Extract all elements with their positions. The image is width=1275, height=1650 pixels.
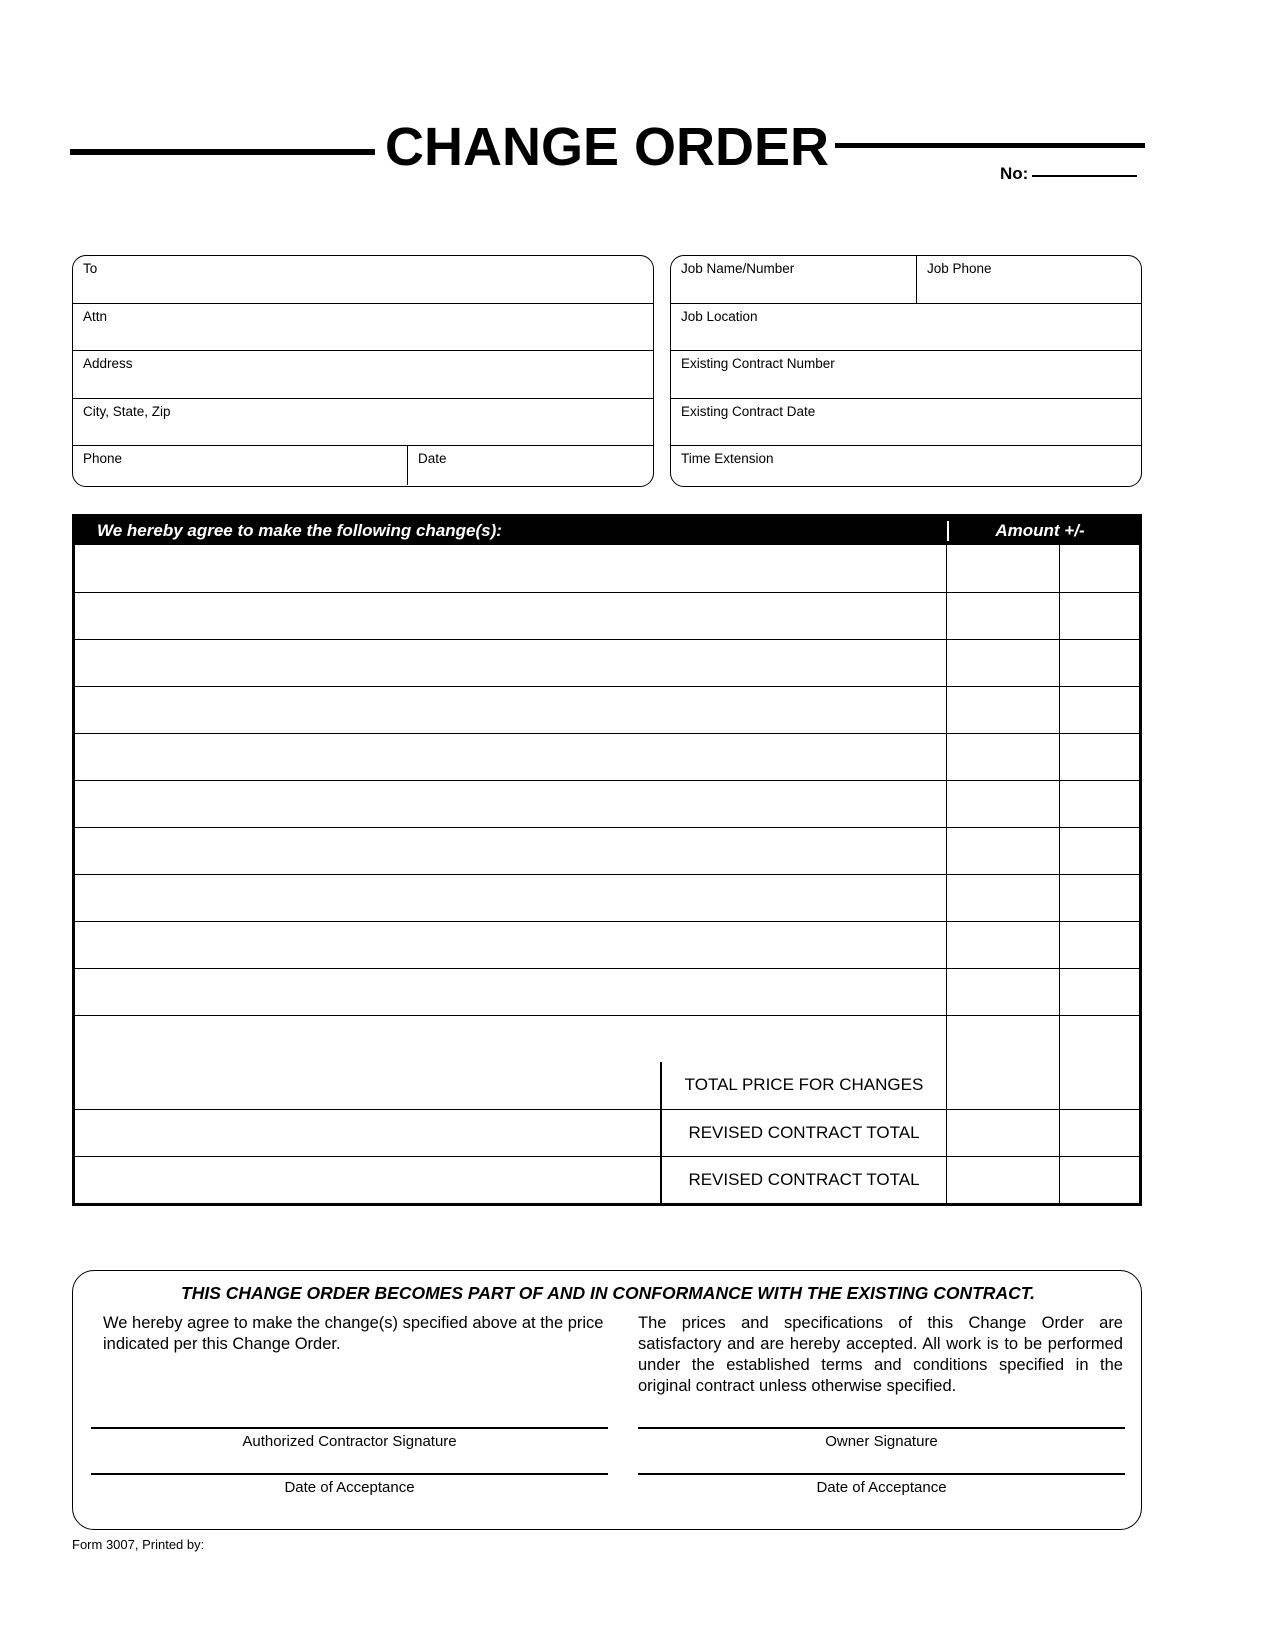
contractor-signature-field[interactable]: [73, 1427, 638, 1451]
row-description-cell[interactable]: [75, 969, 947, 1015]
agreement-contractor-paragraph: We hereby agree to make the change(s) specified above at the price indicated per this Change Order.: [103, 1314, 604, 1353]
total-row-dollars[interactable]: [947, 1062, 1060, 1109]
row-amount-cents[interactable]: [1060, 828, 1139, 874]
row-amount-cents[interactable]: [1060, 969, 1139, 1015]
signature-row: [73, 1427, 1143, 1451]
row-amount-dollars[interactable]: [947, 1016, 1060, 1062]
row-description-right[interactable]: [660, 828, 946, 874]
row-amount-dollars[interactable]: [947, 687, 1060, 733]
field-row-to: [73, 256, 653, 304]
table-row[interactable]: [75, 592, 1139, 639]
row-amount-dollars[interactable]: [947, 828, 1060, 874]
row-description-left[interactable]: [75, 922, 660, 968]
total-row-cents[interactable]: [1060, 1062, 1139, 1109]
row-amount-dollars[interactable]: [947, 593, 1060, 639]
order-number-input[interactable]: [1032, 175, 1137, 177]
table-row[interactable]: [75, 733, 1139, 780]
row-amount-dollars[interactable]: [947, 545, 1060, 592]
row-description-cell[interactable]: [75, 1016, 947, 1062]
changes-table: [72, 514, 1142, 1206]
table-total-row[interactable]: [75, 1062, 1139, 1109]
row-amount-dollars[interactable]: [947, 875, 1060, 921]
agreement-box: [72, 1270, 1142, 1530]
header-rule-right: [835, 143, 1145, 148]
field-existing-contract-date[interactable]: [671, 399, 1141, 445]
contractor-date-field[interactable]: [73, 1473, 638, 1497]
row-description-cell[interactable]: [75, 828, 947, 874]
changes-table-totals: [75, 1062, 1139, 1203]
field-to-label: To: [83, 261, 98, 276]
field-row-time-extension: [671, 446, 1141, 485]
row-amount-cents[interactable]: [1060, 593, 1139, 639]
field-row-attn: [73, 304, 653, 351]
table-row[interactable]: [75, 921, 1139, 968]
row-amount-cents[interactable]: [1060, 781, 1139, 827]
row-description-right[interactable]: [660, 875, 946, 921]
owner-date-caption: Date of Acceptance: [816, 1479, 947, 1496]
total-row-description-cell: [75, 1062, 947, 1109]
row-description-right[interactable]: [660, 640, 946, 686]
table-row[interactable]: [75, 639, 1139, 686]
table-total-row[interactable]: [75, 1156, 1139, 1203]
field-row-existing-contract-date: [671, 399, 1141, 446]
row-amount-dollars[interactable]: [947, 781, 1060, 827]
field-job-name-number[interactable]: [671, 256, 917, 303]
field-row-job-name-phone: [671, 256, 1141, 304]
table-row[interactable]: [75, 1015, 1139, 1062]
field-job-location-label: Job Location: [681, 309, 758, 324]
field-row-phone-date: [73, 446, 653, 485]
changes-table-header: [75, 517, 1139, 545]
page-header: [0, 56, 1275, 183]
field-date-label: Date: [418, 451, 447, 466]
row-amount-dollars[interactable]: [947, 640, 1060, 686]
row-description-left[interactable]: [75, 593, 660, 639]
contractor-signature-caption: Authorized Contractor Signature: [242, 1433, 457, 1450]
row-description-left[interactable]: [75, 640, 660, 686]
row-description-right[interactable]: [660, 593, 946, 639]
row-description-right[interactable]: [660, 734, 946, 780]
field-existing-contract-number-label: Existing Contract Number: [681, 356, 835, 371]
table-row[interactable]: [75, 545, 1139, 592]
row-description-cell[interactable]: [75, 734, 947, 780]
field-time-extension-label: Time Extension: [681, 451, 774, 466]
row-description-left[interactable]: [75, 875, 660, 921]
row-description-right[interactable]: [660, 545, 946, 592]
row-description-cell[interactable]: [75, 545, 947, 592]
order-number-label: No:: [1000, 164, 1029, 183]
row-amount-dollars[interactable]: [947, 969, 1060, 1015]
agreement-columns: [73, 1313, 1143, 1397]
field-row-existing-contract-number: [671, 351, 1141, 399]
row-amount-cents[interactable]: [1060, 875, 1139, 921]
row-description-right[interactable]: [660, 687, 946, 733]
owner-signature-field[interactable]: [638, 1427, 1143, 1451]
field-existing-contract-number[interactable]: [671, 351, 1141, 398]
field-address[interactable]: [73, 351, 653, 398]
field-existing-contract-date-label: Existing Contract Date: [681, 404, 816, 419]
total-row-spacer: [75, 1062, 660, 1109]
field-row-address: [73, 351, 653, 399]
row-description-cell[interactable]: [75, 922, 947, 968]
table-row[interactable]: [75, 827, 1139, 874]
row-description-cell[interactable]: [75, 781, 947, 827]
total-row-label: REVISED CONTRACT TOTAL: [660, 1110, 946, 1156]
field-job-location[interactable]: [671, 304, 1141, 350]
total-row-spacer: [75, 1157, 660, 1203]
table-row[interactable]: [75, 780, 1139, 827]
table-row[interactable]: [75, 968, 1139, 1015]
row-description-left[interactable]: [75, 781, 660, 827]
row-description-cell[interactable]: [75, 687, 947, 733]
order-number-field[interactable]: [1000, 164, 1137, 184]
table-row[interactable]: [75, 686, 1139, 733]
agreement-title: THIS CHANGE ORDER BECOMES PART OF AND IN CONFORMANCE WITH THE EXISTING CONTRACT.: [181, 1283, 1035, 1303]
row-amount-cents[interactable]: [1060, 545, 1139, 592]
field-job-phone[interactable]: [917, 256, 1141, 303]
total-row-cents[interactable]: [1060, 1157, 1139, 1203]
total-row-spacer: [75, 1110, 660, 1156]
row-amount-cents[interactable]: [1060, 640, 1139, 686]
field-date[interactable]: [408, 446, 653, 485]
owner-signature-caption: Owner Signature: [825, 1433, 938, 1450]
row-description-cell[interactable]: [75, 640, 947, 686]
row-amount-cents[interactable]: [1060, 1016, 1139, 1062]
field-job-name-number-label: Job Name/Number: [681, 261, 795, 276]
agreement-column-contractor: [73, 1313, 638, 1397]
total-row-label: TOTAL PRICE FOR CHANGES: [660, 1062, 946, 1109]
changes-table-header-description: We hereby agree to make the following change(s):: [97, 521, 502, 540]
row-description-right[interactable]: [660, 1016, 946, 1062]
row-description-right[interactable]: [660, 781, 946, 827]
owner-date-line[interactable]: [638, 1473, 1125, 1475]
page-title: CHANGE ORDER: [385, 117, 830, 177]
row-amount-cents[interactable]: [1060, 734, 1139, 780]
field-phone[interactable]: [73, 446, 408, 485]
field-row-city-state-zip: [73, 399, 653, 446]
total-row-description-cell: [75, 1157, 947, 1203]
row-description-left[interactable]: [75, 734, 660, 780]
contractor-date-caption: Date of Acceptance: [284, 1479, 415, 1496]
field-phone-label: Phone: [83, 451, 123, 466]
recipient-info-box: [72, 255, 654, 487]
table-total-row[interactable]: [75, 1109, 1139, 1156]
job-info-box: [670, 255, 1142, 487]
field-job-phone-label: Job Phone: [927, 261, 992, 276]
agreement-owner-paragraph: The prices and specifications of this Change Order are satisfactory and are hereby accepted. All work is to be performed under the established terms and conditions specified in the original contract unless otherwise specified.: [638, 1314, 1123, 1395]
form-number-note: Form 3007, Printed by:: [72, 1537, 205, 1552]
field-to[interactable]: [73, 256, 653, 303]
changes-table-body: [75, 545, 1139, 1062]
row-description-left[interactable]: [75, 1016, 660, 1062]
field-attn[interactable]: [73, 304, 653, 350]
total-row-description-cell: [75, 1110, 947, 1156]
header-rule-left: [70, 149, 375, 155]
row-amount-dollars[interactable]: [947, 734, 1060, 780]
total-row-label: REVISED CONTRACT TOTAL: [660, 1157, 946, 1203]
row-amount-dollars[interactable]: [947, 922, 1060, 968]
contractor-date-line[interactable]: [91, 1473, 608, 1475]
total-row-dollars[interactable]: [947, 1157, 1060, 1203]
field-city-state-zip-label: City, State, Zip: [83, 404, 171, 419]
row-description-left[interactable]: [75, 687, 660, 733]
field-address-label: Address: [83, 356, 133, 371]
owner-signature-line[interactable]: [638, 1427, 1125, 1429]
row-description-left[interactable]: [75, 828, 660, 874]
field-city-state-zip[interactable]: [73, 399, 653, 445]
row-description-cell[interactable]: [75, 875, 947, 921]
row-description-left[interactable]: [75, 545, 660, 592]
acceptance-date-row: [73, 1473, 1143, 1497]
row-description-cell[interactable]: [75, 593, 947, 639]
field-time-extension[interactable]: [671, 446, 1141, 485]
table-row[interactable]: [75, 874, 1139, 921]
row-amount-cents[interactable]: [1060, 922, 1139, 968]
field-attn-label: Attn: [83, 309, 108, 324]
row-description-right[interactable]: [660, 922, 946, 968]
total-row-cents[interactable]: [1060, 1110, 1139, 1156]
agreement-column-owner: [638, 1313, 1143, 1397]
row-description-right[interactable]: [660, 969, 946, 1015]
owner-date-field[interactable]: [638, 1473, 1143, 1497]
changes-table-header-amount: Amount +/-: [947, 521, 1139, 541]
row-description-left[interactable]: [75, 969, 660, 1015]
total-row-dollars[interactable]: [947, 1110, 1060, 1156]
row-amount-cents[interactable]: [1060, 687, 1139, 733]
field-row-job-location: [671, 304, 1141, 351]
contractor-signature-line[interactable]: [91, 1427, 608, 1429]
